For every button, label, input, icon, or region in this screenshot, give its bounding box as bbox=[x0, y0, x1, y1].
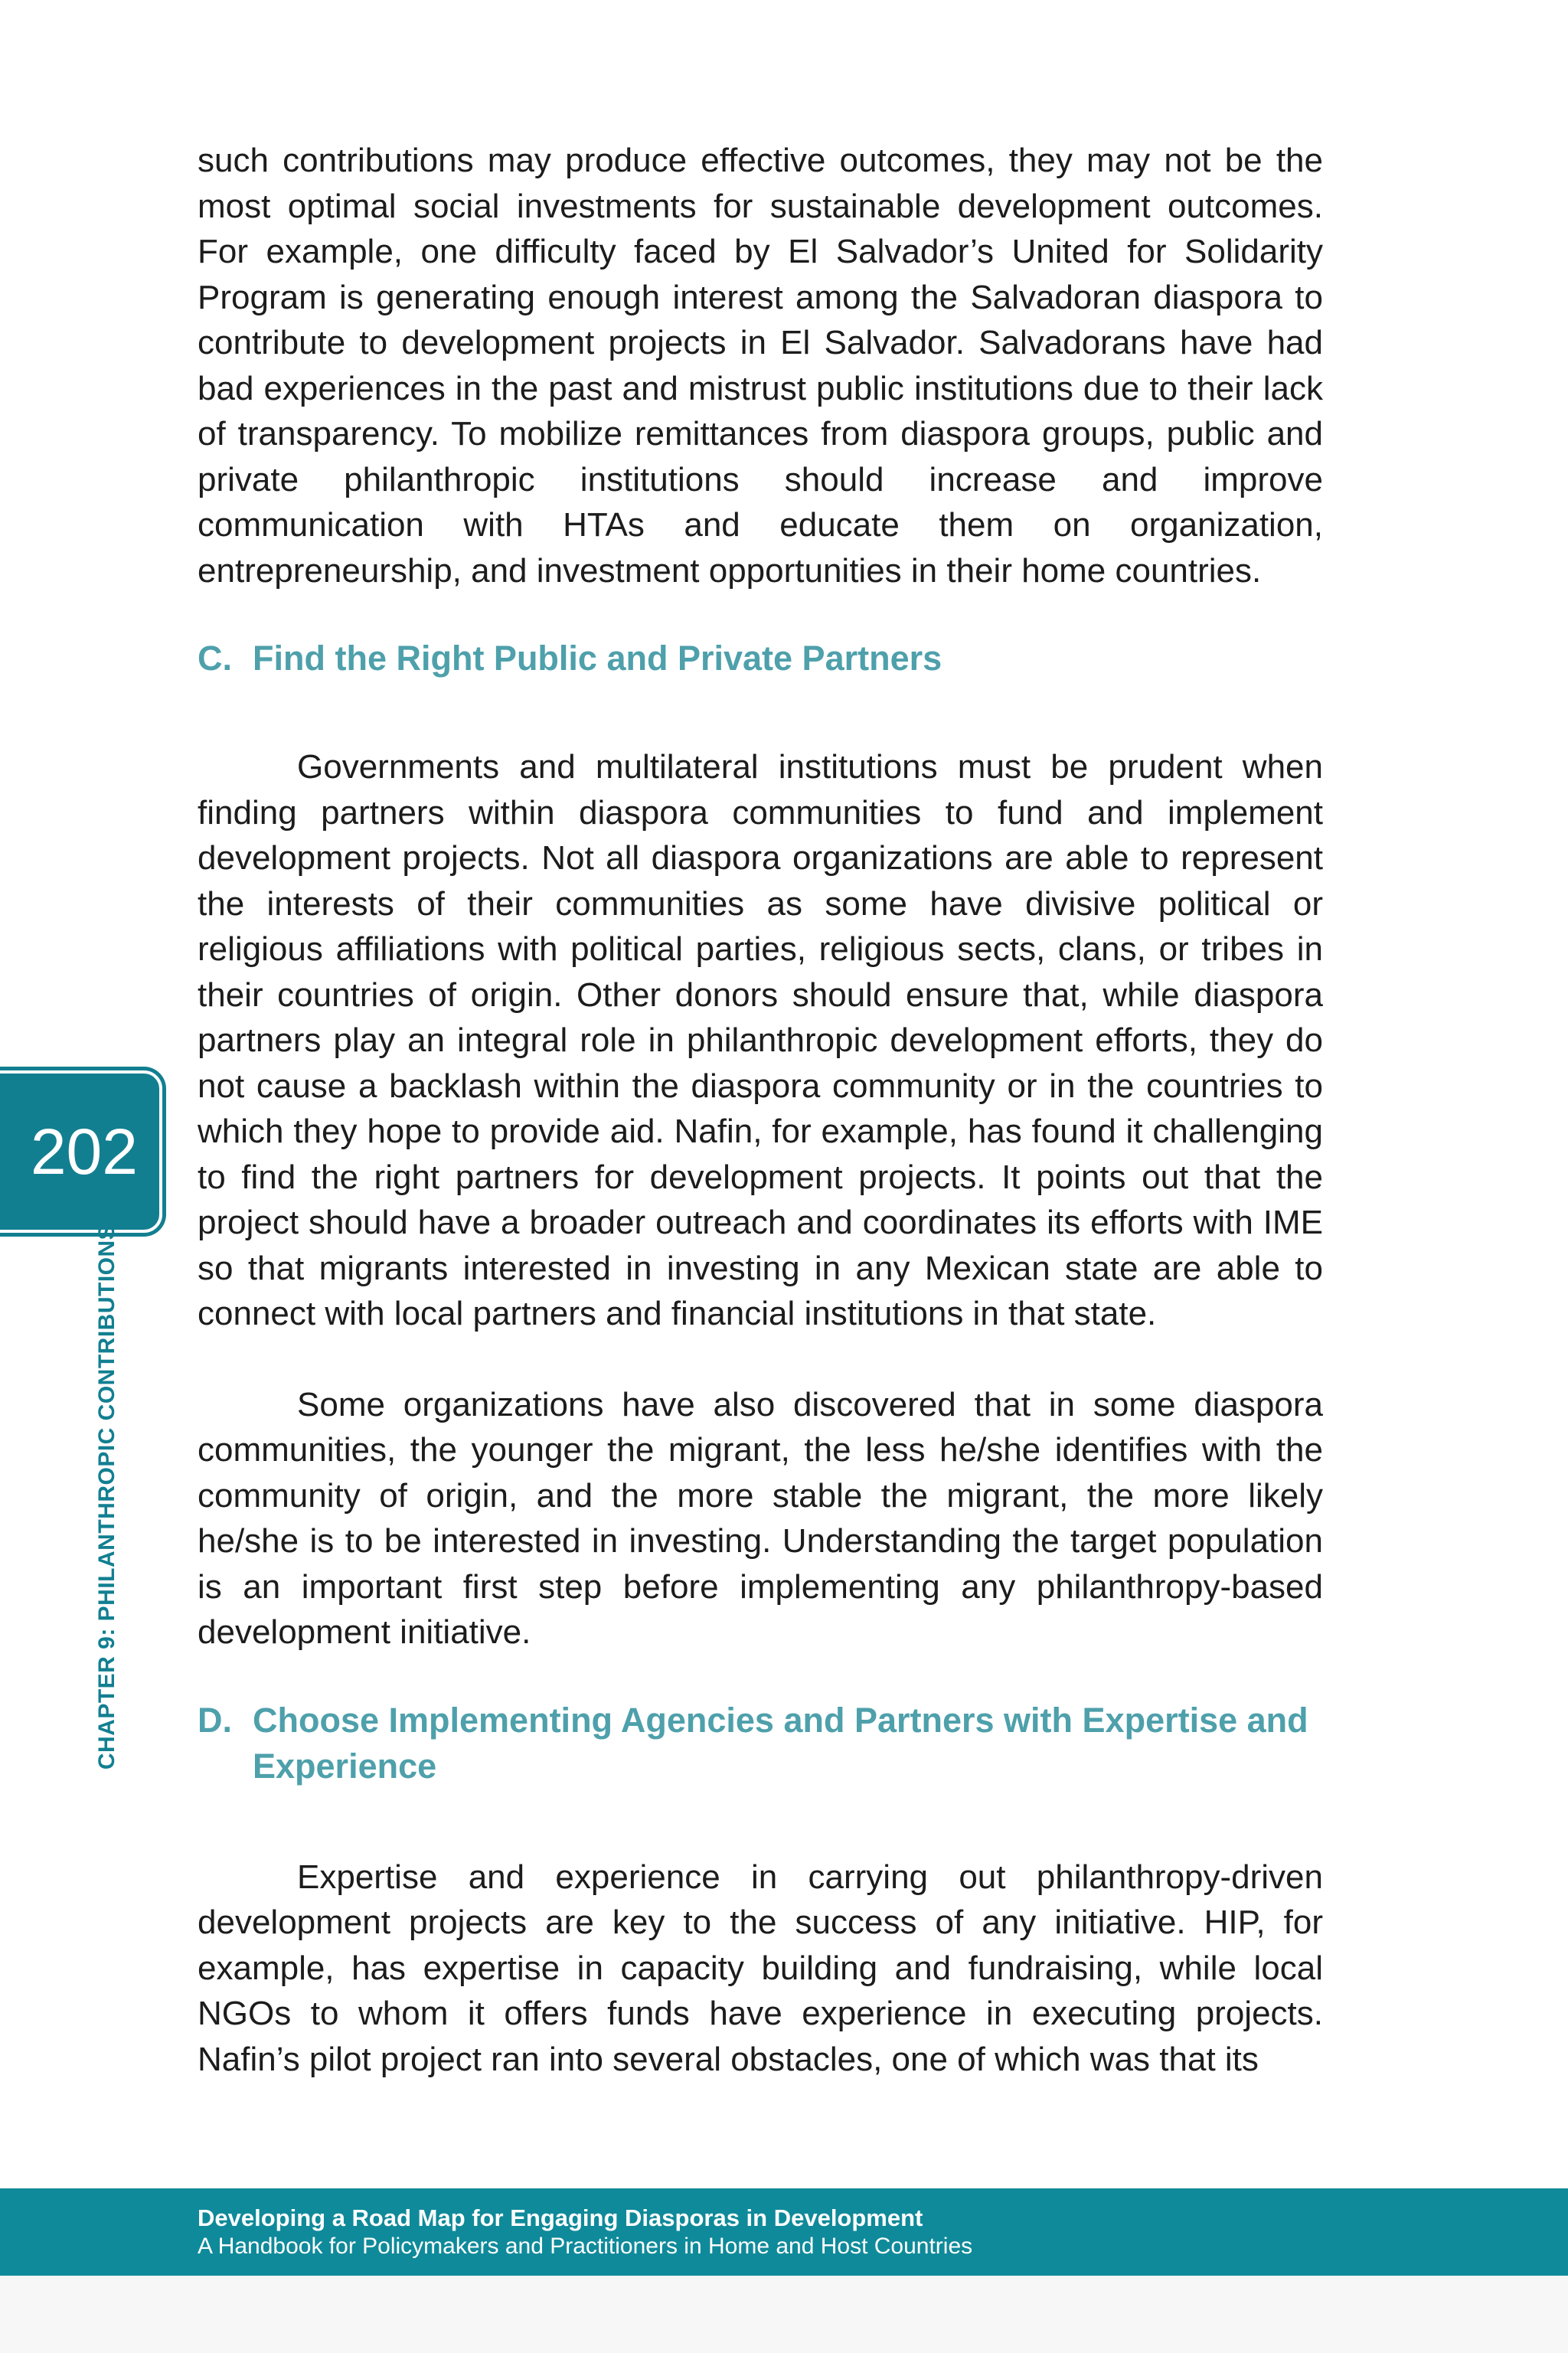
bottom-margin bbox=[0, 2276, 1568, 2353]
chapter-label: CHAPTER 9: PHILANTHROPIC CONTRIBUTIONS bbox=[94, 1224, 119, 1770]
page-number: 202 bbox=[30, 1116, 138, 1188]
body-paragraph: Some organizations have also discovered that in some diaspora communities, the younger the migrant, the less he/she identifies with the community of origin, and the more stable the migrant, the more likely he/she is to be interested in investing. Understanding the target population is an important first step before implementing any philanthropy-based development initiative. bbox=[198, 1385, 1323, 1651]
section-heading-d bbox=[198, 1698, 1323, 1789]
section-title: Choose Implementing Agencies and Partners with Expertise and Experience bbox=[253, 1700, 1308, 1786]
section-heading-c bbox=[198, 636, 1323, 681]
page-number-tab bbox=[0, 1070, 162, 1233]
page-content bbox=[198, 138, 1323, 2082]
body-paragraph: Expertise and experience in carrying out philanthropy-driven development projects are key to the success of any initiative. HIP, for example, has expertise in capacity building and fundraising, while local NGOs to whom it offers funds have experience in executing projects. Nafin’s pilot project ran into several obstacles, one of which was that its bbox=[198, 1858, 1323, 2078]
section-letter: C. bbox=[198, 639, 232, 678]
footer-subtitle: A Handbook for Policymakers and Practitioners in Home and Host Countries bbox=[198, 2234, 973, 2259]
footer-title: Developing a Road Map for Engaging Diasporas in Development bbox=[198, 2204, 923, 2231]
section-title: Find the Right Public and Private Partners bbox=[253, 639, 942, 678]
body-paragraph: Governments and multilateral institutions must be prudent when finding partners within diaspora communities to fund and implement development projects. Not all diaspora organizations are able to represent the interests of their communities as some have divisive political or religious affiliations with political parties, religious sects, clans, or tribes in their countries of origin. Other donors should ensure that, while diaspora partners play an integral role in philanthropic development efforts, they do not cause a backlash within the diaspora community or in the countries to which they hope to provide aid. Nafin, for example, has found it challenging to find the right partners for development projects. It points out that the project should have a broader outreach and coordinates its efforts with IME so that migrants interested in investing in any Mexican state are able to connect with local partners and financial institutions in that state. bbox=[198, 748, 1323, 1332]
body-paragraph: such contributions may produce effective outcomes, they may not be the most optimal social investments for sustainable development outcomes. For example, one difficulty faced by El Salvador’s United for Solidarity Program is generating enough interest among the Salvadoran diaspora to contribute to development projects in El Salvador. Salvadorans have had bad experiences in the past and mistrust public institutions due to their lack of transparency. To mobilize remittances from diaspora groups, public and private philanthropic institutions should increase and improve communication with HTAs and educate them on organization, entrepreneurship, and investment opportunities in their home countries. bbox=[198, 142, 1323, 590]
footer-bar bbox=[0, 2188, 1568, 2276]
section-letter: D. bbox=[198, 1700, 232, 1740]
